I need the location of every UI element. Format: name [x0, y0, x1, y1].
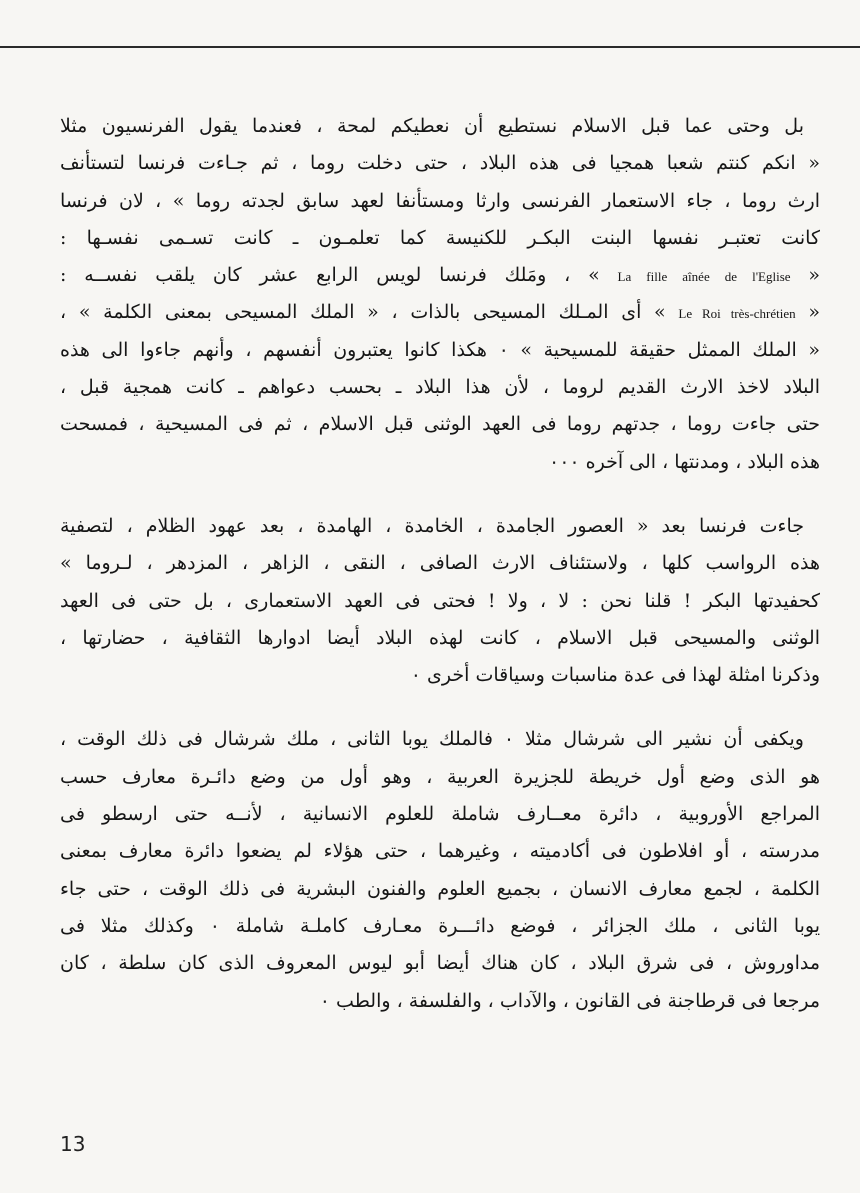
text-line: مرجعا فى قرطاجنة فى القانون ، والآداب ، والفلسفة ، والطب ٠	[319, 989, 820, 1012]
text-line: كحفيدتها البكر ! قلنا نحن : لا ، ولا ! فحتى فى العهد الاستعمارى ، بل حتى فى العهد	[60, 589, 820, 612]
text-line: ارث روما ، جاء الاستعمار الفرنسى وارثا ومستأنفا لعهد سابق لجدته روما » ، لان فرنسا	[60, 189, 820, 212]
page-text	[60, 108, 820, 1020]
text-line: كانت تعتبـر نفسها البنت البكـر للكنيسة كما تعلمـون ـ كانت تسـمى نفسـها :	[60, 226, 820, 249]
text-line: الوثنى والمسيحى قبل الاسلام ، كانت لهذه البلاد أيضا ادوارها الثقافية ، حضارتها ،	[60, 626, 820, 649]
paragraph-3	[60, 721, 820, 1019]
paragraph-1	[60, 108, 820, 481]
text-line: هذه الرواسب كلها ، ولاستئناف الارث الصافى ، النقى ، الزاهر ، المزدهر ، لـروما »	[60, 552, 820, 575]
text-line: « La fille aînée de l'Eglise » ، ومَلك فرنسا لويس الرابع عشر كان يلقب نفســه :	[60, 264, 820, 287]
french-quote: La fille aînée de l'Eglise	[617, 269, 791, 285]
text-line: البلاد لاخذ الارث القديم لروما ، لأن هذا البلاد ـ بحسب دعواهم ـ كانت همجية قبل ،	[60, 376, 820, 399]
paragraph-2	[60, 508, 820, 694]
text-line: الكلمة ، لجمع معارف الانسان ، بجميع العلوم والفنون البشرية فى ذلك الوقت ، حتى جاء	[60, 877, 820, 900]
text-line: حتى جاءت روما ، جدتهم روما فى العهد الوثنى قبل الاسلام ، ثم فى المسيحية ، فمسحت	[60, 413, 820, 436]
text-line: يوبا الثانى ، ملك الجزائر ، فوضع دائـــرة معـارف كاملـة شاملة ٠ وكذلك مثلا فى	[60, 914, 820, 937]
text-line: هو الذى وضع أول خريطة للجزيرة العربية ، وهو أول من وضع دائـرة معارف حسب	[60, 765, 820, 788]
text-line: « انكم كنتم شعبا همجيا فى هذه البلاد ، حتى دخلت روما ، ثم جـاءت فرنسا لتستأنف	[60, 152, 820, 175]
text-line: « Le Roi très-chrétien » أى المـلك المسيحى بالذات ، « الملك المسيحى بمعنى الكلمة » ،	[60, 301, 820, 324]
text-line: ويكفى أن نشير الى شرشال مثلا ٠ فالملك يوبا الثانى ، ملك شرشال فى ذلك الوقت ،	[60, 728, 804, 751]
top-rule	[0, 46, 860, 48]
text-line: « الملك الممثل حقيقة للمسيحية » ٠ هكذا كانوا يعتبرون أنفسهم ، وأنهم جاءوا الى هذه	[60, 338, 820, 361]
text-line: مداوروش ، فى شرق البلاد ، كان هناك أيضا أبو ليوس المعروف الذى كان سلطة ، كان	[60, 952, 820, 975]
text-line: هذه البلاد ، ومدنتها ، الى آخره ٠٠٠	[549, 450, 820, 473]
text-line: بل وحتى عما قبل الاسلام نستطيع أن نعطيكم لمحة ، فعندما يقول الفرنسيون مثلا	[60, 115, 804, 137]
text-line: المراجع الأوروبية ، دائرة معــارف شاملة للعلوم الانسانية ، لأنــه حتى ارسطو فى	[60, 803, 820, 826]
page-number: 13	[60, 1132, 86, 1156]
french-quote: Le Roi très-chrétien	[678, 306, 796, 322]
text-line: جاءت فرنسا بعد « العصور الجامدة ، الخامدة ، الهامدة ، بعد عهود الظلام ، لتصفية	[60, 514, 804, 537]
text-line: مدرسته ، أو افلاطون فى أكادميته ، وغيرهما ، حتى هؤلاء لم يضعوا دائرة معارف بمعنى	[60, 840, 820, 863]
text-line: وذكرنا امثلة لهذا فى عدة مناسبات وسياقات أخرى ٠	[410, 664, 820, 687]
